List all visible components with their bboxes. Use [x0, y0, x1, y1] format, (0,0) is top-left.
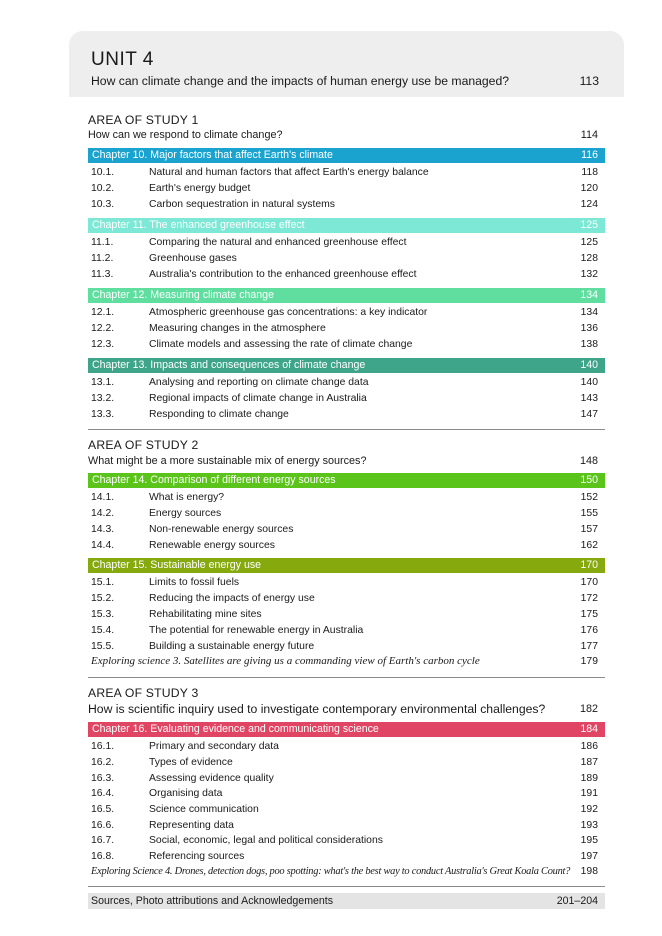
- page-number: 136: [580, 323, 598, 334]
- section-title: Energy sources: [149, 508, 222, 519]
- page-number: 197: [580, 851, 598, 862]
- area-question: What might be a more sustainable mix of energy sources?: [88, 455, 367, 467]
- section-title: Reducing the impacts of energy use: [149, 593, 315, 604]
- page-number: 118: [581, 167, 598, 178]
- page-number: 134: [580, 289, 598, 301]
- section-number: 16.2.: [91, 757, 115, 768]
- section-title: Types of evidence: [149, 757, 233, 768]
- section-row[interactable]: [88, 235, 605, 250]
- exploring-science-row[interactable]: [88, 864, 605, 879]
- section-row[interactable]: [88, 849, 605, 864]
- page-number: 134: [580, 307, 598, 318]
- section-row[interactable]: [88, 833, 605, 848]
- section-number: 15.2.: [91, 593, 115, 604]
- chapter-label: Chapter 10. Major factors that affect Earth's climate: [92, 149, 333, 161]
- page-number: 162: [580, 540, 598, 551]
- section-row[interactable]: [88, 375, 605, 390]
- section-row[interactable]: [88, 771, 605, 786]
- section-number: 13.3.: [91, 409, 115, 420]
- page-number: 182: [579, 703, 598, 715]
- page-number: 125: [580, 237, 598, 248]
- page-number: 170: [580, 577, 598, 588]
- section-title: Renewable energy sources: [149, 540, 275, 551]
- area-title: AREA OF STUDY 3: [88, 686, 199, 700]
- section-title: The potential for renewable energy in Australia: [149, 625, 364, 636]
- page-number: 179: [580, 656, 598, 667]
- section-title: Natural and human factors that affect Earth's energy balance: [149, 167, 429, 178]
- section-title: Representing data: [149, 820, 234, 831]
- section-title: Limits to fossil fuels: [149, 577, 240, 588]
- page-number: 189: [580, 773, 598, 784]
- section-title: Social, economic, legal and political considerations: [149, 835, 383, 846]
- page-number: 176: [580, 625, 598, 636]
- area-question: How is scientific inquiry used to investigate contemporary environmental challenges?: [88, 702, 546, 716]
- section-number: 16.5.: [91, 804, 115, 815]
- page-number: 114: [580, 129, 598, 141]
- section-number: 15.1.: [91, 577, 115, 588]
- page-number: 120: [580, 183, 598, 194]
- page-number: 170: [580, 559, 598, 571]
- chapter-10-bar[interactable]: [88, 148, 605, 163]
- section-divider: [88, 886, 605, 887]
- page-number: 198: [580, 866, 598, 877]
- section-title: Rehabilitating mine sites: [149, 609, 262, 620]
- chapter-15-bar[interactable]: [88, 558, 605, 573]
- page-number: 175: [580, 609, 598, 620]
- section-title: Primary and secondary data: [149, 741, 279, 752]
- section-row[interactable]: [88, 490, 605, 505]
- section-row[interactable]: [88, 165, 605, 180]
- section-row[interactable]: [88, 407, 605, 422]
- section-number: 12.2.: [91, 323, 115, 334]
- section-row[interactable]: [88, 575, 605, 590]
- page-number: 150: [580, 474, 598, 486]
- section-number: 10.3.: [91, 199, 115, 210]
- section-number: 15.4.: [91, 625, 115, 636]
- footer-label: Sources, Photo attributions and Acknowledgements: [91, 895, 334, 907]
- exploring-science-title: Exploring Science 4. Drones, detection dogs, poo spotting: what's the best way to conduct Australia's Great Koala Count?: [91, 866, 571, 877]
- area-question: How can we respond to climate change?: [88, 129, 283, 141]
- section-title: Atmospheric greenhouse gas concentrations: a key indicator: [149, 307, 428, 318]
- section-title: Greenhouse gases: [149, 253, 237, 264]
- chapter-label: Chapter 11. The enhanced greenhouse effect: [92, 219, 305, 231]
- section-title: Carbon sequestration in natural systems: [149, 199, 335, 210]
- section-row[interactable]: [88, 506, 605, 521]
- section-title: Organising data: [149, 788, 223, 799]
- unit-title: UNIT 4: [91, 49, 154, 70]
- chapter-14-bar[interactable]: [88, 473, 605, 488]
- page-number: 157: [580, 524, 598, 535]
- section-row[interactable]: [88, 305, 605, 320]
- area-question-row[interactable]: [88, 129, 605, 141]
- page-number: 191: [580, 788, 598, 799]
- chapter-label: Chapter 16. Evaluating evidence and communicating science: [92, 723, 379, 735]
- section-number: 11.1.: [91, 237, 114, 248]
- section-number: 16.7.: [91, 835, 115, 846]
- area-question-row[interactable]: [88, 455, 605, 467]
- section-title: Measuring changes in the atmosphere: [149, 323, 326, 334]
- section-row[interactable]: [88, 197, 605, 212]
- section-number: 16.1.: [91, 741, 115, 752]
- section-number: 10.1.: [91, 167, 115, 178]
- section-number: 12.1.: [91, 307, 115, 318]
- section-row[interactable]: [88, 607, 605, 622]
- area-title: AREA OF STUDY 1: [88, 113, 199, 127]
- section-number: 16.3.: [91, 773, 115, 784]
- page-number: 152: [580, 492, 598, 503]
- section-row[interactable]: [88, 755, 605, 770]
- section-row[interactable]: [88, 639, 605, 654]
- page-number: 177: [580, 641, 598, 652]
- chapter-label: Chapter 15. Sustainable energy use: [92, 559, 262, 571]
- section-row[interactable]: [88, 623, 605, 638]
- chapter-11-bar[interactable]: [88, 218, 605, 233]
- section-title: Assessing evidence quality: [149, 773, 274, 784]
- page-number: 201–204: [556, 895, 598, 907]
- section-title: Analysing and reporting on climate change data: [149, 377, 369, 388]
- chapter-12-bar[interactable]: [88, 288, 605, 303]
- page-number: 155: [580, 508, 598, 519]
- page-number: 192: [580, 804, 598, 815]
- unit-question: How can climate change and the impacts of human energy use be managed?: [91, 74, 510, 88]
- section-title: What is energy?: [149, 492, 225, 503]
- section-title: Australia's contribution to the enhanced greenhouse effect: [149, 269, 417, 280]
- page-number: 172: [580, 593, 598, 604]
- chapter-label: Chapter 13. Impacts and consequences of climate change: [92, 359, 366, 371]
- page-number: 125: [580, 219, 598, 231]
- section-title: Comparing the natural and enhanced greenhouse effect: [149, 237, 407, 248]
- section-number: 16.4.: [91, 788, 115, 799]
- page-number: 138: [580, 339, 598, 350]
- exploring-science-title: Exploring science 3. Satellites are giving us a commanding view of Earth's carbon cycle: [91, 655, 480, 667]
- chapter-label: Chapter 12. Measuring climate change: [92, 289, 274, 301]
- section-divider: [88, 677, 605, 678]
- section-number: 16.6.: [91, 820, 115, 831]
- area-title: AREA OF STUDY 2: [88, 438, 199, 452]
- section-divider: [88, 429, 605, 430]
- area-question-row[interactable]: [88, 702, 605, 716]
- section-row[interactable]: [88, 802, 605, 817]
- page-number: 187: [580, 757, 598, 768]
- section-row[interactable]: [88, 591, 605, 606]
- section-number: 11.2.: [91, 253, 114, 264]
- section-title: Climate models and assessing the rate of climate change: [149, 339, 413, 350]
- page-number: 186: [580, 741, 598, 752]
- section-number: 14.3.: [91, 524, 115, 535]
- section-number: 14.2.: [91, 508, 115, 519]
- section-row[interactable]: [88, 522, 605, 537]
- section-number: 15.5.: [91, 641, 115, 652]
- section-row[interactable]: [88, 391, 605, 406]
- page-number: 140: [580, 377, 598, 388]
- unit-header: [69, 31, 624, 97]
- section-title: Regional impacts of climate change in Australia: [149, 393, 367, 404]
- section-number: 15.3.: [91, 609, 115, 620]
- section-row[interactable]: [88, 786, 605, 801]
- page-number: 148: [579, 455, 598, 467]
- section-title: Responding to climate change: [149, 409, 289, 420]
- section-title: Earth's energy budget: [149, 183, 251, 194]
- page-number: 116: [581, 149, 598, 161]
- section-title: Building a sustainable energy future: [149, 641, 315, 652]
- section-number: 13.1.: [91, 377, 115, 388]
- section-number: 16.8.: [91, 851, 115, 862]
- page-number: 147: [580, 409, 598, 420]
- page-number: 143: [580, 393, 598, 404]
- footer-bar[interactable]: [88, 893, 605, 909]
- section-title: Science communication: [149, 804, 259, 815]
- section-number: 12.3.: [91, 339, 115, 350]
- section-number: 14.1.: [91, 492, 115, 503]
- page-number: 184: [580, 723, 598, 735]
- page-number: 132: [580, 269, 598, 280]
- page-number: 140: [580, 359, 598, 371]
- section-number: 13.2.: [91, 393, 115, 404]
- unit-page-number: 113: [579, 74, 599, 88]
- chapter-label: Chapter 14. Comparison of different energy sources: [92, 474, 336, 486]
- section-row[interactable]: [88, 181, 605, 196]
- exploring-science-row[interactable]: [88, 654, 605, 669]
- section-row[interactable]: [88, 337, 605, 352]
- page-number: 195: [580, 835, 598, 846]
- section-title: Non-renewable energy sources: [149, 524, 294, 535]
- section-row[interactable]: [88, 818, 605, 833]
- section-title: Referencing sources: [149, 851, 245, 862]
- chapter-13-bar[interactable]: [88, 358, 605, 373]
- section-row[interactable]: [88, 321, 605, 336]
- chapter-16-bar[interactable]: [88, 722, 605, 737]
- section-row[interactable]: [88, 739, 605, 754]
- section-number: 11.3.: [91, 269, 114, 280]
- page-number: 124: [580, 199, 598, 210]
- section-number: 14.4.: [91, 540, 115, 551]
- section-number: 10.2.: [91, 183, 115, 194]
- section-row[interactable]: [88, 251, 605, 266]
- section-row[interactable]: [88, 538, 605, 553]
- page-number: 128: [580, 253, 598, 264]
- page-number: 193: [580, 820, 598, 831]
- section-row[interactable]: [88, 267, 605, 282]
